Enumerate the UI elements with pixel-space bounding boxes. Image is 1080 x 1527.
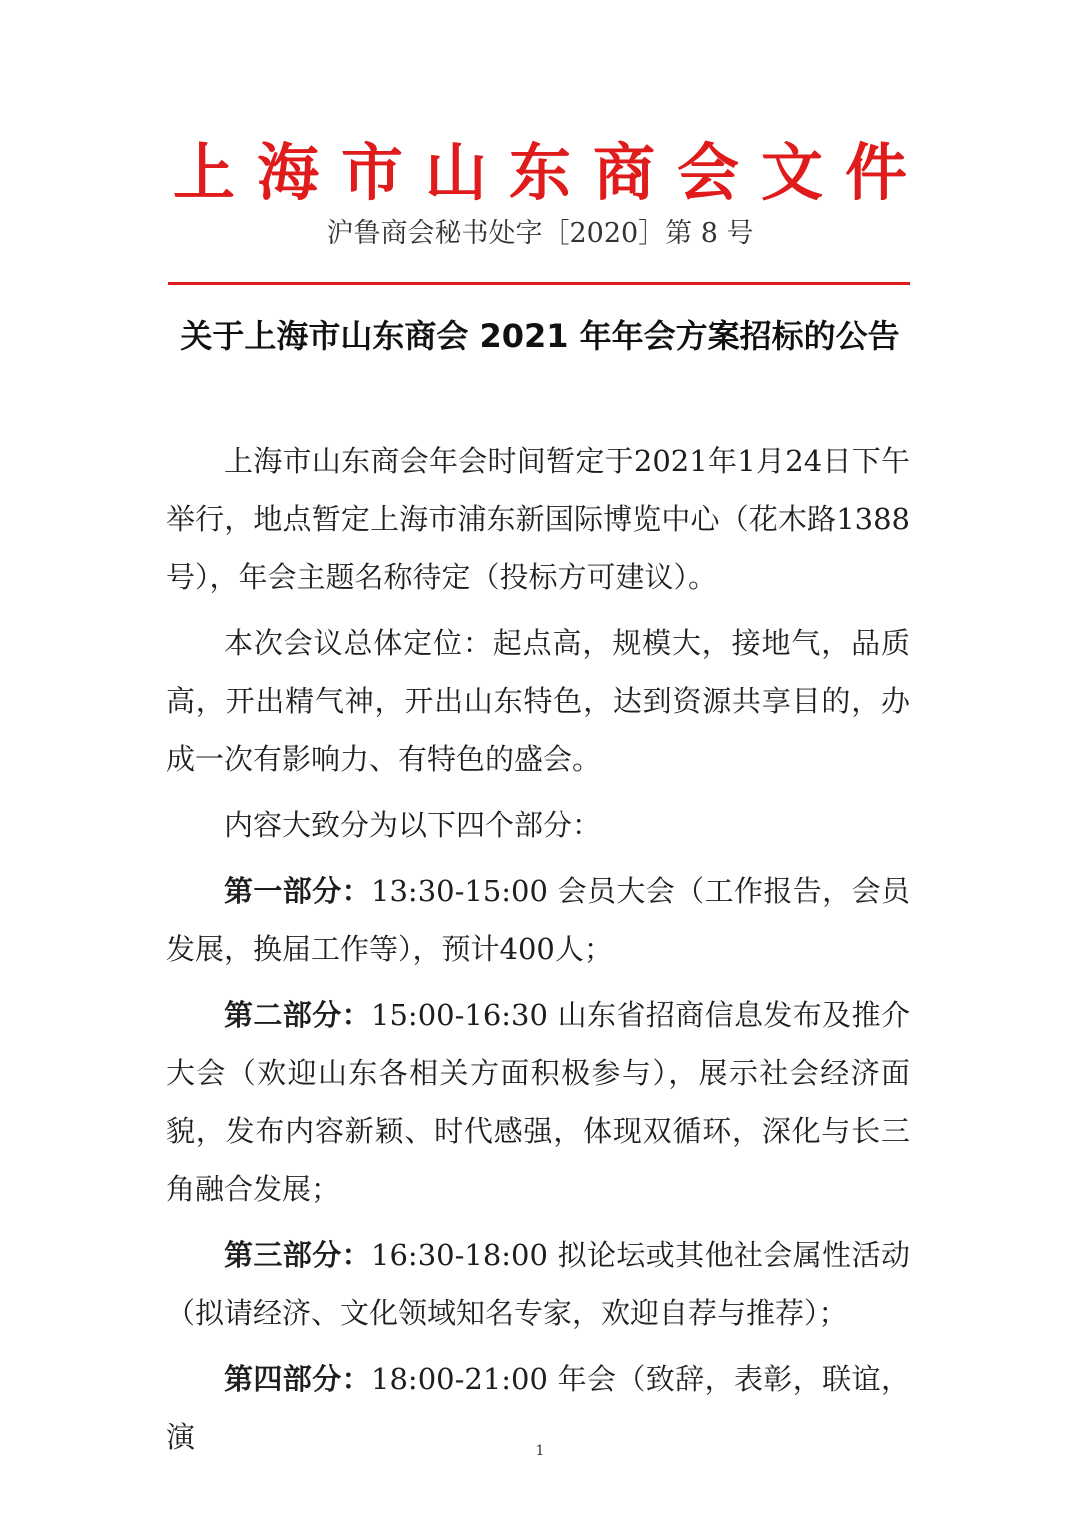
part-four-text: 18:00-21:00 年会（致辞，表彰，联谊，演 bbox=[166, 1362, 910, 1454]
part-one-label: 第一部分： bbox=[224, 874, 372, 908]
paragraph-content-intro: 内容大致分为以下四个部分： bbox=[224, 808, 602, 842]
part-three-text: 16:30-18:00 拟论坛或其他社会属性活动（拟请经济、文化领域知名专家，欢迎自荐与推荐）； bbox=[166, 1238, 910, 1330]
part-two-label: 第二部分： bbox=[224, 998, 372, 1032]
part-one-text: 13:30-15:00 会员大会（工作报告，会员发展，换届工作等），预计400人； bbox=[166, 874, 910, 966]
part-two-text: 15:00-16:30 山东省招商信息发布及推介大会（欢迎山东各相关方面积极参与），展示社会经济面貌，发布内容新颖、时代感强，体现双循环，深化与长三角融合发展； bbox=[166, 998, 910, 1206]
document-body bbox=[166, 432, 910, 1474]
paragraph-positioning: 本次会议总体定位：起点高，规模大，接地气，品质高，开出精气神，开出山东特色，达到资源共享目的，办成一次有影响力、有特色的盛会。 bbox=[166, 626, 910, 776]
part-four-label: 第四部分： bbox=[224, 1362, 372, 1396]
document-number: 沪鲁商会秘书处字［2020］第 8 号 bbox=[326, 218, 754, 249]
notice-title: 关于上海市山东商会 2021 年年会方案招标的公告 bbox=[180, 317, 900, 355]
org-header-title: 上海市山东商会文件 bbox=[172, 136, 929, 209]
header-divider bbox=[168, 282, 910, 285]
part-one bbox=[166, 862, 910, 978]
part-two bbox=[166, 986, 910, 1218]
paragraph-schedule-location: 上海市山东商会年会时间暂定于2021年1月24日下午举行，地点暂定上海市浦东新国际博览中心（花木路1388号），年会主题名称待定（投标方可建议）。 bbox=[166, 444, 910, 594]
part-three-label: 第三部分： bbox=[224, 1238, 372, 1272]
part-three bbox=[166, 1226, 910, 1342]
page-number: 1 bbox=[535, 1443, 545, 1459]
